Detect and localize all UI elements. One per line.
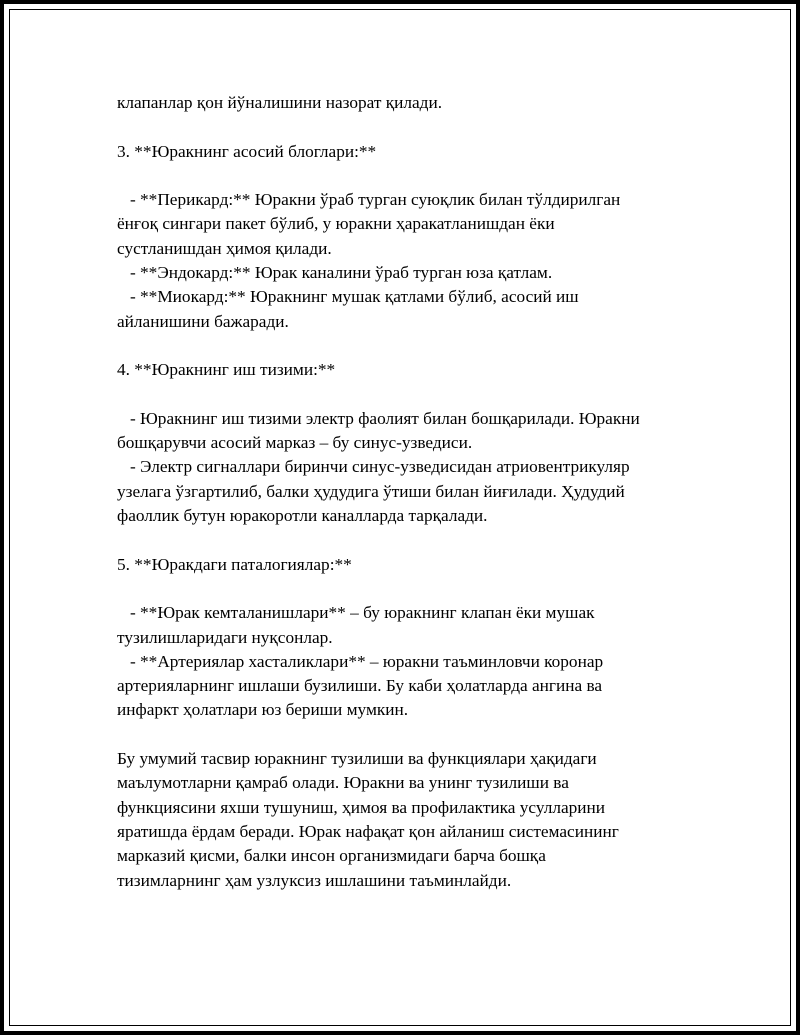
blank-line (117, 334, 697, 358)
text-line: айланишини бажаради. (117, 311, 289, 331)
text-line: тизимларнинг ҳам узлуксиз ишлашини таъминлайди. (117, 870, 512, 890)
text-line: ёнғоқ сингари пакет бўлиб, у юракни ҳаракатланишдан ёки (117, 214, 555, 234)
blank-line (117, 115, 697, 139)
text-line: - Электр сигналлари биринчи синус-узведисидан атриовентрикуляр (117, 457, 630, 477)
section-heading: 5. **Юракдаги паталогиялар:** (117, 554, 352, 574)
text-line: - **Эндокард:** Юрак каналини ўраб турган юза қатлам. (117, 263, 553, 283)
text-line: яратишда ёрдам беради. Юрак нафақат қон айланиш системасининг (117, 821, 619, 841)
text-line: инфаркт ҳолатлари юз бериши мумкин. (117, 700, 409, 720)
blank-line (117, 383, 697, 407)
text-line: клапанлар қон йўналишини назорат қилади. (117, 93, 443, 112)
text-line: фаоллик бутун юракоротли каналларда тарқалади. (117, 506, 488, 526)
text-line: - **Артериялар хасталиклари** – юракни таъминловчи коронар (117, 651, 604, 671)
document-body (117, 91, 697, 893)
text-line: - **Миокард:** Юракнинг мушак қатлами бўлиб, асосий иш (117, 287, 579, 307)
text-line: функциясини яхши тушуниш, ҳимоя ва профилактика усулларини (117, 797, 606, 817)
section-heading: 4. **Юракнинг иш тизими:** (117, 360, 336, 380)
text-line: бошқарувчи асосий марказ – бу синус-узведиси. (117, 433, 473, 453)
text-line: - **Перикард:** Юракни ўраб турган суюқлик билан тўлдирилган (117, 190, 621, 210)
section-heading: 3. **Юракнинг асосий блоглари:** (117, 141, 377, 161)
text-line: тузилишларидаги нуқсонлар. (117, 627, 333, 647)
text-line: - **Юрак кемталанишлари** – бу юракнинг клапан ёки мушак (117, 603, 595, 623)
text-line: маълумотларни қамраб олади. Юракни ва унинг тузилиши ва (117, 773, 569, 793)
text-line: Бу умумий тасвир юракнинг тузилиши ва функциялари ҳақидаги (117, 749, 597, 769)
text-line: сустланишдан ҳимоя қилади. (117, 238, 332, 258)
text-line: артерияларнинг ишлаши бузилиши. Бу каби ҳолатларда ангина ва (117, 676, 603, 696)
blank-line (117, 164, 697, 188)
blank-line (117, 577, 697, 601)
blank-line (117, 723, 697, 747)
text-line: узелага ўзгартилиб, балки ҳудудига ўтиши билан йиғилади. Ҳудудий (117, 481, 625, 501)
text-line: - Юракнинг иш тизими электр фаолият билан бошқарилади. Юракни (117, 408, 640, 428)
blank-line (117, 528, 697, 552)
text-line: марказий қисми, балки инсон организмидаги барча бошқа (117, 846, 546, 866)
